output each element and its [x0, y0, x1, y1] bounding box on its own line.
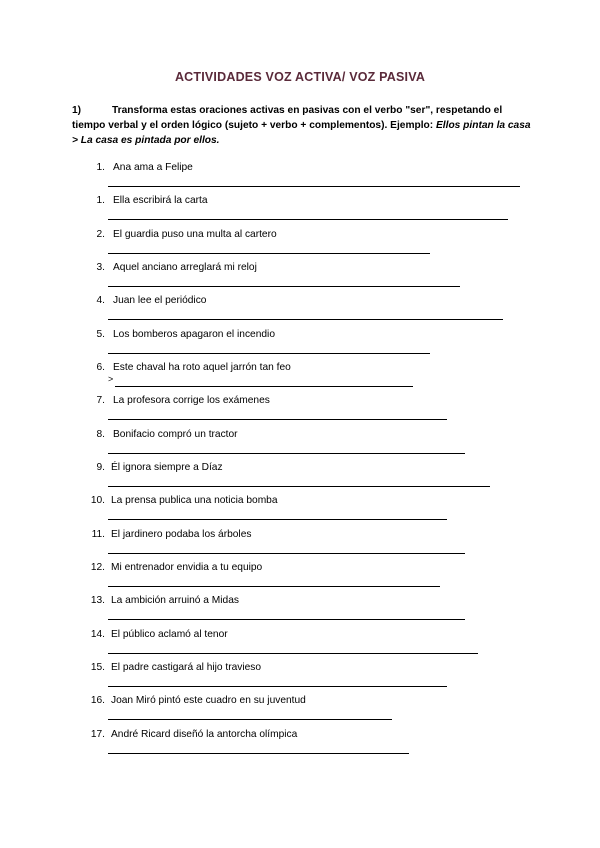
exercise-sentence: Joan Miró pintó este cuadro en su juventud: [111, 695, 306, 706]
answer-line[interactable]: [108, 709, 392, 720]
exercise-item: [0, 660, 600, 693]
exercise-number: 1.: [96, 162, 105, 173]
exercise-item: [0, 427, 600, 460]
answer-line[interactable]: [108, 343, 430, 354]
instruction-text: Transforma estas oraciones activas en pasivas con el verbo "ser", respetando el tiempo verbal y el orden lógico (sujeto + verbo + complementos). Ejemplo:: [72, 105, 503, 131]
exercise-item: [0, 460, 600, 493]
exercise-number: 14.: [90, 629, 105, 640]
answer-line[interactable]: [108, 543, 465, 554]
answer-line[interactable]: [108, 743, 409, 754]
instruction-block: [72, 103, 532, 148]
exercise-item: [0, 160, 600, 193]
answer-line[interactable]: [108, 676, 447, 687]
answer-line[interactable]: [108, 443, 465, 454]
exercise-number: 2.: [96, 229, 105, 240]
exercise-sentence: André Ricard diseñó la antorcha olímpica: [111, 729, 298, 740]
answer-line[interactable]: [115, 376, 413, 387]
answer-line[interactable]: [108, 576, 440, 587]
exercise-sentence: El público aclamó al tenor: [111, 629, 228, 640]
exercise-sentence: Este chaval ha roto aquel jarrón tan feo: [113, 362, 291, 373]
exercise-sentence: Mi entrenador envidia a tu equipo: [111, 562, 263, 573]
answer-line[interactable]: [108, 209, 508, 220]
exercise-number: 11.: [91, 529, 105, 540]
exercise-number: 9.: [96, 462, 105, 473]
exercise-sentence: Juan lee el periódico: [113, 295, 207, 306]
answer-line[interactable]: [108, 309, 503, 320]
exercise-number: 5.: [96, 329, 105, 340]
exercise-item: [0, 693, 600, 726]
exercise-number: 6.: [96, 362, 105, 373]
exercise-sentence: El padre castigará al hijo travieso: [111, 662, 262, 673]
answer-line[interactable]: [108, 276, 460, 287]
exercise-number: 10.: [90, 495, 105, 506]
exercise-item: [0, 593, 600, 626]
exercise-item: [0, 227, 600, 260]
exercise-item: [0, 193, 600, 226]
exercise-number: 13.: [90, 595, 105, 606]
exercise-number: 8.: [96, 429, 105, 440]
exercise-number: 16.: [90, 695, 105, 706]
exercise-number: 4.: [96, 295, 105, 306]
exercise-item: [0, 260, 600, 293]
exercise-number: 12.: [90, 562, 105, 573]
exercise-item: [0, 360, 600, 393]
page-title: ACTIVIDADES VOZ ACTIVA/ VOZ PASIVA: [174, 70, 426, 84]
exercise-sentence: El guardia puso una multa al cartero: [113, 229, 277, 240]
exercise-number: 7.: [96, 395, 105, 406]
answer-line[interactable]: [108, 476, 490, 487]
instruction-number: 1): [72, 105, 82, 116]
exercise-item: [0, 327, 600, 360]
exercise-sentence: Bonifacio compró un tractor: [113, 429, 238, 440]
exercise-item: [0, 493, 600, 526]
exercise-number: 3.: [96, 262, 105, 273]
exercise-sentence: Ella escribirá la carta: [113, 195, 208, 206]
exercise-sentence: El jardinero podaba los árboles: [111, 529, 252, 540]
answer-line[interactable]: [108, 509, 447, 520]
exercise-item: [0, 393, 600, 426]
exercise-sentence: La profesora corrige los exámenes: [113, 395, 270, 406]
exercise-sentence: La ambición arruinó a Midas: [111, 595, 239, 606]
exercise-item: [0, 560, 600, 593]
exercise-sentence: Él ignora siempre a Díaz: [111, 462, 223, 473]
answer-line[interactable]: [108, 409, 447, 420]
instruction-example: Ellos pintan la casa > La casa es pintada por ellos.: [72, 120, 531, 146]
exercise-sentence: La prensa publica una noticia bomba: [111, 495, 278, 506]
answer-line[interactable]: [108, 609, 465, 620]
exercise-item: [0, 727, 600, 760]
answer-line-prefix: >: [108, 374, 114, 384]
exercise-sentence: Ana ama a Felipe: [113, 162, 193, 173]
answer-line[interactable]: [108, 243, 430, 254]
exercise-item: [0, 293, 600, 326]
exercise-sentence: Los bomberos apagaron el incendio: [113, 329, 275, 340]
answer-line[interactable]: [108, 176, 520, 187]
exercise-number: 15.: [90, 662, 105, 673]
exercise-number: 17.: [90, 729, 105, 740]
exercise-item: [0, 527, 600, 560]
exercise-sentence: Aquel anciano arreglará mi reloj: [113, 262, 257, 273]
exercise-number: 1.: [96, 195, 105, 206]
exercise-item: [0, 627, 600, 660]
answer-line[interactable]: [108, 643, 478, 654]
